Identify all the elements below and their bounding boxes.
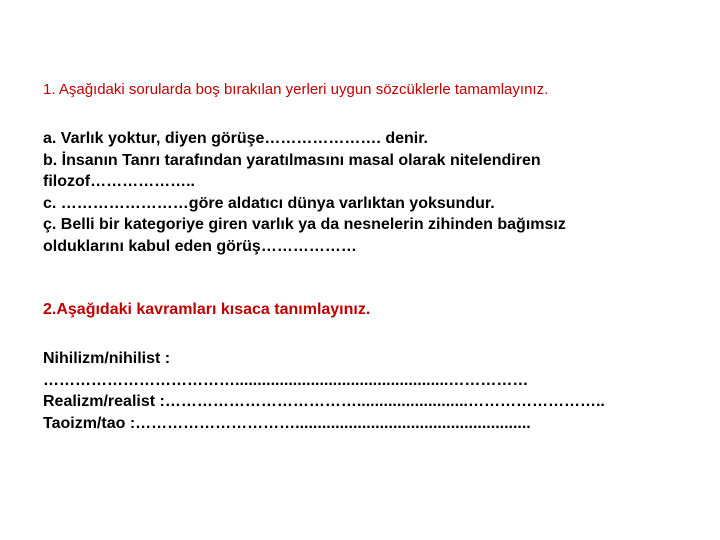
item-b-line: b. İnsanın Tanrı tarafından yaratılmasını masal olarak nitelendiren (43, 151, 541, 169)
question-2-items (43, 348, 703, 434)
item-c-line: c. ……………………göre aldatıcı dünya varlıktan yoksundur. (43, 194, 495, 212)
question-1-items (43, 128, 683, 257)
realism-line: Realizm/realist :……………………………….........................…………………….. (43, 393, 605, 410)
nihilism-answer-line: ………………………………................................................…………… (43, 371, 529, 389)
item-cedilla-line: ç. Belli bir kategoriye giren varlık ya da nesnelerin zihinden bağımsız (43, 216, 566, 233)
item-a-line: a. Varlık yoktur, diyen görüşe…………………. denir. (43, 130, 428, 147)
question-1-heading: 1. Aşağıdaki sorularda boş bırakılan yerleri uygun sözcüklerle tamamlayınız. (43, 81, 549, 98)
taoism-line: Taoizm/tao :…………………………..................................................... (43, 414, 531, 432)
item-cedilla-continuation-line: olduklarını kabul eden görüş……………… (43, 237, 357, 255)
question-2-heading: 2.Aşağıdaki kavramları kısaca tanımlayınız. (43, 301, 371, 318)
item-b-continuation-line: filozof……………….. (43, 173, 195, 190)
nihilism-term-line: Nihilizm/nihilist : (43, 350, 171, 367)
